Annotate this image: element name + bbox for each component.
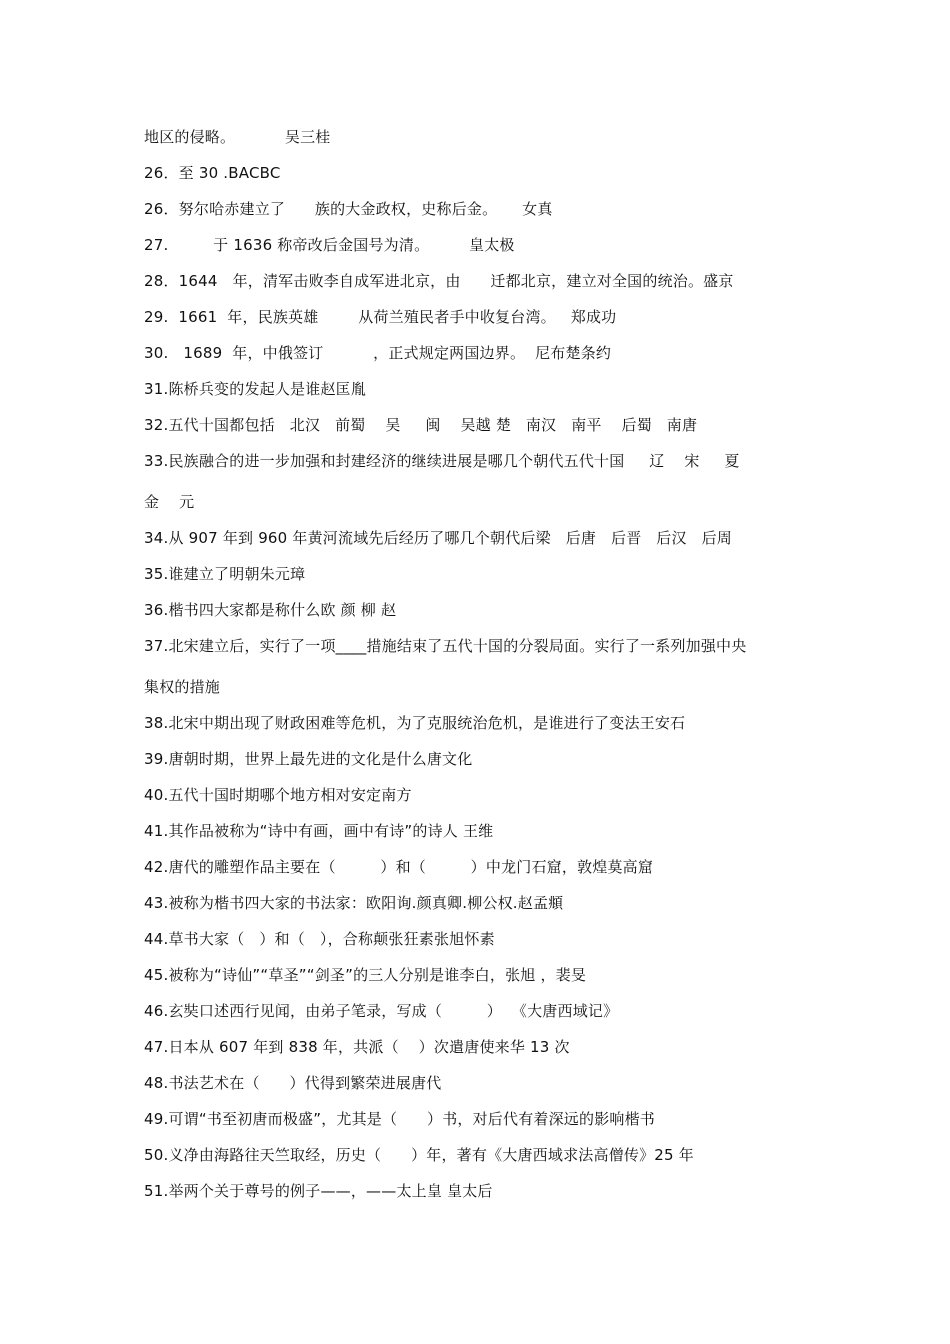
text-line: 36.楷书四大家都是称什么欧 颜 柳 赵: [144, 601, 397, 619]
text-line: 37.北宋建立后，实行了一项____措施结束了五代十国的分裂局面。实行了一系列加强中央: [144, 637, 747, 655]
text-line: 35.谁建立了明朝朱元璋: [144, 565, 306, 583]
text-line: 31.陈桥兵变的发起人是谁赵匡胤: [144, 380, 367, 398]
text-line: 30. 1689 年，中俄签订 ，正式规定两国边界。 尼布楚条约: [144, 344, 612, 362]
text-line: 39.唐朝时期，世界上最先进的文化是什么唐文化: [144, 750, 473, 768]
text-line: 47.日本从 607 年到 838 年，共派（ ）次遣唐使来华 13 次: [144, 1038, 570, 1056]
text-line: 28．1644 年，清军击败李自成军进北京，由 迁都北京，建立对全国的统治。盛京: [144, 272, 734, 290]
text-line: 集权的措施: [144, 678, 221, 696]
text-line: 42.唐代的雕塑作品主要在（ ）和（ ）中龙门石窟，敦煌莫高窟: [144, 858, 654, 876]
text-line: 38.北宋中期出现了财政困难等危机，为了克服统治危机，是谁进行了变法王安石: [144, 714, 686, 732]
text-line: 46.玄奘口述西行见闻，由弟子笔录，写成（ ） 《大唐西域记》: [144, 1002, 619, 1020]
text-line: 33.民族融合的进一步加强和封建经济的继续进展是哪几个朝代五代十国 辽 宋 夏: [144, 452, 740, 470]
text-line: 43.被称为楷书四大家的书法家：欧阳询.颜真卿.柳公权.赵孟頫: [144, 894, 564, 912]
text-line: 41.其作品被称为“诗中有画，画中有诗”的诗人 王维: [144, 822, 494, 840]
text-line: 27. 于 1636 称帝改后金国号为清。 皇太极: [144, 236, 515, 254]
text-line: 26．至 30 .BACBC: [144, 164, 281, 182]
text-line: 51.举两个关于尊号的例子——，——太上皇 皇太后: [144, 1182, 493, 1200]
text-line: 44.草书大家（ ）和（ ），合称颠张狂素张旭怀素: [144, 930, 495, 948]
text-line: 26．努尔哈赤建立了 族的大金政权，史称后金。 女真: [144, 200, 553, 218]
text-line: 50.义净由海路往天竺取经，历史（ ）年，著有《大唐西域求法高僧传》25 年: [144, 1146, 694, 1164]
text-line: 49.可谓“书至初唐而极盛”，尤其是（ ）书，对后代有着深远的影响楷书: [144, 1110, 656, 1128]
text-line: 32.五代十国都包括 北汉 前蜀 吴 闽 吴越 楚 南汉 南平 后蜀 南唐: [144, 416, 698, 434]
text-line: 地区的侵略。 吴三桂: [144, 128, 331, 146]
text-line: 48.书法艺术在（ ）代得到繁荣进展唐代: [144, 1074, 442, 1092]
text-line: 40.五代十国时期哪个地方相对安定南方: [144, 786, 412, 804]
text-line: 29. 1661 年，民族英雄 从荷兰殖民者手中收复台湾。 郑成功: [144, 308, 617, 326]
text-line: 45.被称为“诗仙”“草圣”“剑圣”的三人分别是谁李白，张旭 ，裴旻: [144, 966, 587, 984]
text-line: 34.从 907 年到 960 年黄河流域先后经历了哪几个朝代后梁 后唐 后晋 后汉 后周: [144, 529, 733, 547]
text-line: 金 元: [144, 493, 195, 511]
